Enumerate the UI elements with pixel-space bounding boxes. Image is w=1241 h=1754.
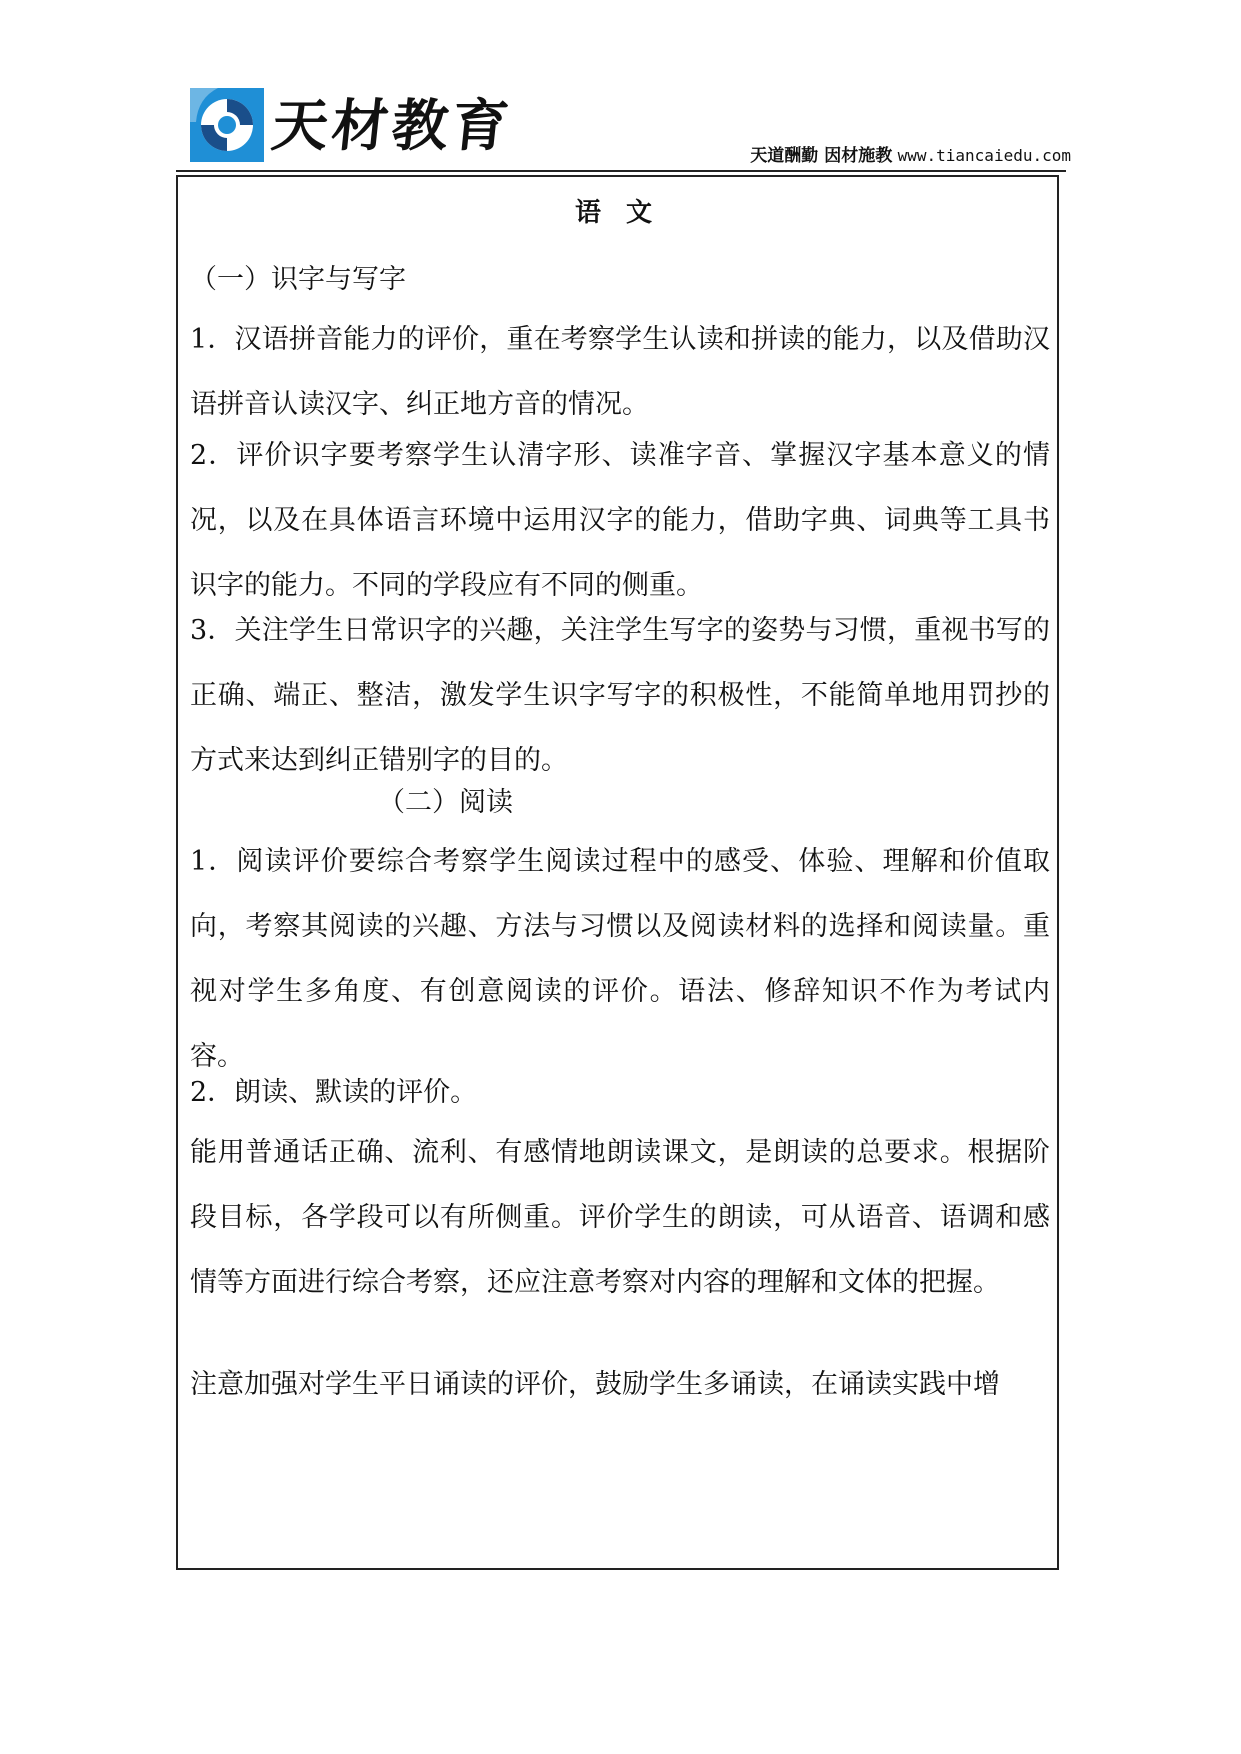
logo-icon: [190, 88, 264, 162]
paragraph: 2．朗读、默读的评价。: [190, 1077, 478, 1108]
header-slogan: [750, 144, 1071, 168]
paragraph: 能用普通话正确、流利、有感情地朗读课文，是朗读的总要求。根据阶段目标，各学段可以有所侧重。评价学生的朗读，可从语音、语调和感情等方面进行综合考察，还应注意考察对内容的理解和文体的把握。: [190, 1137, 1050, 1298]
paragraph: 注意加强对学生平日诵读的评价，鼓励学生多诵读，在诵读实践中增: [190, 1369, 1000, 1400]
header-url[interactable]: www.tiancaiedu.com: [897, 146, 1071, 165]
logo-text: 天材教育: [268, 94, 516, 159]
document-frame: [176, 175, 1059, 1570]
page-header: [0, 0, 1241, 175]
header-motto: 天道酬勤 因材施教: [750, 146, 893, 166]
section-heading-reading: （二）阅读: [378, 787, 513, 818]
section-heading-literacy: （一）识字与写字: [190, 264, 406, 295]
paragraph: 3．关注学生日常识字的兴趣，关注学生写字的姿势与习惯，重视书写的正确、端正、整洁，激发学生识字写字的积极性，不能简单地用罚抄的方式来达到纠正错别字的目的。: [190, 615, 1050, 776]
paragraph: 1．阅读评价要综合考察学生阅读过程中的感受、体验、理解和价值取向，考察其阅读的兴趣、方法与习惯以及阅读材料的选择和阅读量。重视对学生多角度、有创意阅读的评价。语法、修辞知识不作为考试内容。: [190, 846, 1050, 1072]
paragraph: 1．汉语拼音能力的评价，重在考察学生认读和拼读的能力，以及借助汉语拼音认读汉字、纠正地方音的情况。: [190, 324, 1050, 420]
document-title: 语 文: [574, 198, 661, 228]
paragraph: 2．评价识字要考察学生认清字形、读准字音、掌握汉字基本意义的情况，以及在具体语言环境中运用汉字的能力，借助字典、词典等工具书识字的能力。不同的学段应有不同的侧重。: [190, 440, 1050, 601]
header-divider: [176, 170, 1066, 172]
